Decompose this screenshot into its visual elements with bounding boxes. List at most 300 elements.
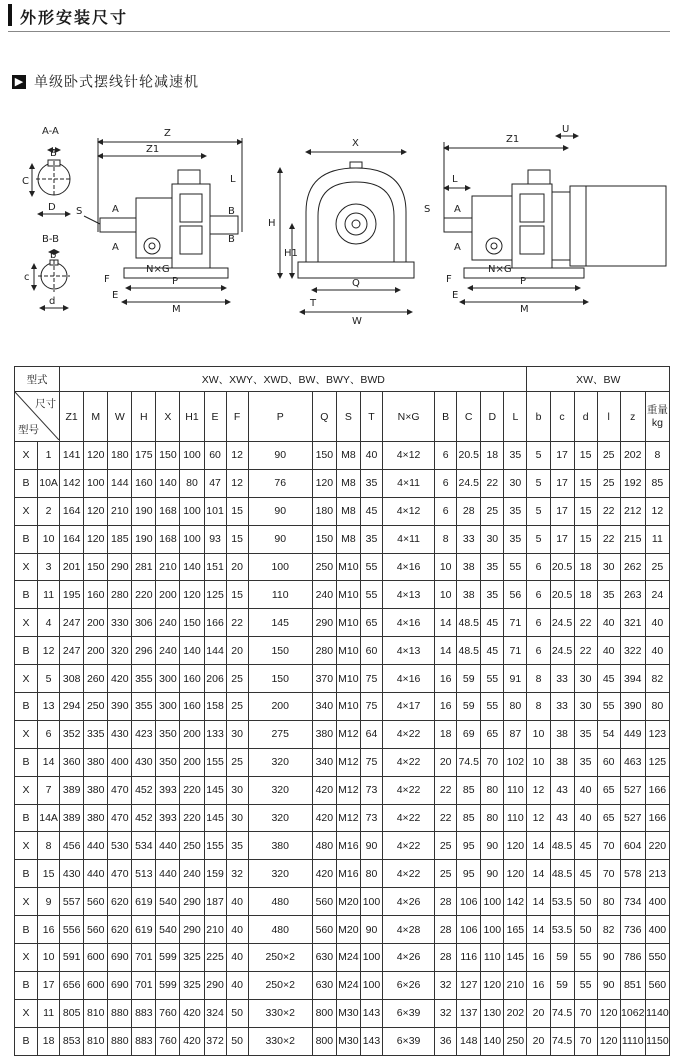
value-cell: 159 bbox=[204, 860, 226, 888]
value-cell: M12 bbox=[336, 720, 360, 748]
value-cell: 148 bbox=[457, 1027, 481, 1055]
dimension-table bbox=[14, 366, 670, 1056]
value-cell: 50 bbox=[574, 916, 597, 944]
value-cell: 290 bbox=[180, 916, 204, 944]
value-cell: 390 bbox=[108, 693, 132, 721]
value-cell: 4×22 bbox=[382, 720, 434, 748]
value-cell: 15 bbox=[226, 581, 248, 609]
header-rule bbox=[8, 31, 670, 32]
value-cell: 24.5 bbox=[550, 637, 574, 665]
value-cell: 143 bbox=[360, 999, 382, 1027]
type-cell: X bbox=[15, 720, 38, 748]
value-cell: 50 bbox=[226, 999, 248, 1027]
value-cell: 38 bbox=[550, 720, 574, 748]
value-cell: 880 bbox=[108, 1027, 132, 1055]
value-cell: 60 bbox=[204, 442, 226, 470]
value-cell: 59 bbox=[457, 693, 481, 721]
value-cell: 527 bbox=[620, 776, 645, 804]
value-cell: 47 bbox=[204, 469, 226, 497]
value-cell: 150 bbox=[84, 553, 108, 581]
value-cell: 6 bbox=[527, 581, 550, 609]
type-cell: B bbox=[15, 916, 38, 944]
value-cell: 60 bbox=[360, 637, 382, 665]
value-cell: 734 bbox=[620, 888, 645, 916]
value-cell: 69 bbox=[457, 720, 481, 748]
value-cell: 40 bbox=[226, 971, 248, 999]
value-cell: 440 bbox=[84, 832, 108, 860]
value-cell: 16 bbox=[435, 693, 457, 721]
value-cell: 210 bbox=[156, 553, 180, 581]
value-cell: 6 bbox=[435, 469, 457, 497]
value-cell: 4×13 bbox=[382, 581, 434, 609]
value-cell: 30 bbox=[481, 525, 504, 553]
value-cell: 560 bbox=[645, 971, 669, 999]
value-cell: 91 bbox=[504, 665, 527, 693]
value-cell: 4×16 bbox=[382, 665, 434, 693]
value-cell: 35 bbox=[504, 525, 527, 553]
value-cell: 240 bbox=[156, 637, 180, 665]
value-cell: 220 bbox=[132, 581, 156, 609]
table-body bbox=[15, 442, 670, 1056]
type-cell: B bbox=[15, 637, 38, 665]
value-cell: 190 bbox=[132, 497, 156, 525]
value-cell: 33 bbox=[550, 693, 574, 721]
value-cell: M30 bbox=[336, 1027, 360, 1055]
value-cell: 120 bbox=[597, 1027, 620, 1055]
value-cell: 160 bbox=[180, 693, 204, 721]
value-cell: 560 bbox=[84, 916, 108, 944]
type-cell: B bbox=[15, 860, 38, 888]
value-cell: 133 bbox=[204, 720, 226, 748]
value-cell: 95 bbox=[457, 832, 481, 860]
weight-unit: kg bbox=[651, 416, 663, 429]
value-cell: 150 bbox=[156, 442, 180, 470]
model-cell: 6 bbox=[38, 720, 60, 748]
value-cell: 22 bbox=[597, 497, 620, 525]
value-cell: 10 bbox=[435, 581, 457, 609]
value-cell: 125 bbox=[204, 581, 226, 609]
value-cell: 350 bbox=[156, 748, 180, 776]
value-cell: 15 bbox=[574, 525, 597, 553]
value-cell: 150 bbox=[180, 609, 204, 637]
value-cell: 250 bbox=[84, 693, 108, 721]
value-cell: 82 bbox=[645, 665, 669, 693]
value-cell: 8 bbox=[645, 442, 669, 470]
value-cell: 106 bbox=[457, 916, 481, 944]
label-a-top: A bbox=[112, 204, 119, 215]
model-cell: 10 bbox=[38, 525, 60, 553]
value-cell: 40 bbox=[226, 944, 248, 972]
value-cell: 200 bbox=[180, 748, 204, 776]
label-z: Z bbox=[164, 128, 171, 139]
value-cell: 360 bbox=[60, 748, 84, 776]
value-cell: 200 bbox=[84, 609, 108, 637]
value-cell: 45 bbox=[360, 497, 382, 525]
value-cell: 28 bbox=[435, 916, 457, 944]
value-cell: 80 bbox=[180, 469, 204, 497]
model-cell: 12 bbox=[38, 637, 60, 665]
value-cell: 70 bbox=[574, 999, 597, 1027]
value-cell: 260 bbox=[84, 665, 108, 693]
value-cell: 324 bbox=[204, 999, 226, 1027]
value-cell: 155 bbox=[204, 832, 226, 860]
value-cell: 389 bbox=[60, 804, 84, 832]
value-cell: 372 bbox=[204, 1027, 226, 1055]
value-cell: 45 bbox=[574, 860, 597, 888]
value-cell: 578 bbox=[620, 860, 645, 888]
value-cell: 4×22 bbox=[382, 832, 434, 860]
value-cell: 883 bbox=[132, 999, 156, 1027]
value-cell: 25 bbox=[481, 497, 504, 525]
model-cell: 11 bbox=[38, 999, 60, 1027]
value-cell: 70 bbox=[597, 860, 620, 888]
label-l-motor: L bbox=[452, 174, 458, 185]
value-cell: 380 bbox=[248, 832, 312, 860]
value-cell: 456 bbox=[60, 832, 84, 860]
value-cell: 20 bbox=[226, 637, 248, 665]
value-cell: 420 bbox=[180, 1027, 204, 1055]
value-cell: 30 bbox=[504, 469, 527, 497]
value-cell: 141 bbox=[60, 442, 84, 470]
value-cell: 1140 bbox=[645, 999, 669, 1027]
value-cell: 20.5 bbox=[550, 553, 574, 581]
value-cell: 50 bbox=[574, 888, 597, 916]
value-cell: 102 bbox=[504, 748, 527, 776]
value-cell: 25 bbox=[597, 469, 620, 497]
value-cell: 74.5 bbox=[457, 748, 481, 776]
value-cell: 340 bbox=[312, 748, 336, 776]
value-cell: 101 bbox=[204, 497, 226, 525]
value-cell: 202 bbox=[504, 999, 527, 1027]
label-b-lower: b bbox=[50, 250, 57, 261]
value-cell: 70 bbox=[574, 1027, 597, 1055]
value-cell: 55 bbox=[360, 553, 382, 581]
value-cell: 25 bbox=[435, 832, 457, 860]
label-x: X bbox=[352, 138, 359, 149]
value-cell: 90 bbox=[597, 944, 620, 972]
value-cell: 380 bbox=[84, 776, 108, 804]
table-row bbox=[15, 916, 670, 944]
value-cell: 394 bbox=[620, 665, 645, 693]
value-cell: 6 bbox=[527, 609, 550, 637]
value-cell: 320 bbox=[248, 804, 312, 832]
value-cell: 60 bbox=[597, 748, 620, 776]
value-cell: 110 bbox=[248, 581, 312, 609]
value-cell: 64 bbox=[360, 720, 382, 748]
value-cell: 48.5 bbox=[550, 832, 574, 860]
value-cell: 250×2 bbox=[248, 944, 312, 972]
value-cell: 306 bbox=[132, 609, 156, 637]
label-s-motor: S bbox=[424, 204, 431, 215]
value-cell: 40 bbox=[360, 442, 382, 470]
value-cell: 38 bbox=[457, 581, 481, 609]
value-cell: 40 bbox=[597, 637, 620, 665]
value-cell: 82 bbox=[597, 916, 620, 944]
col-header: l bbox=[597, 392, 620, 442]
value-cell: 322 bbox=[620, 637, 645, 665]
label-nxg-motor: N×G bbox=[488, 264, 512, 275]
value-cell: 150 bbox=[248, 665, 312, 693]
label-z1-motor: Z1 bbox=[506, 134, 520, 145]
value-cell: 463 bbox=[620, 748, 645, 776]
value-cell: 15 bbox=[226, 497, 248, 525]
value-cell: 300 bbox=[156, 693, 180, 721]
value-cell: 4×22 bbox=[382, 804, 434, 832]
type-cell: X bbox=[15, 888, 38, 916]
model-cell: 15 bbox=[38, 860, 60, 888]
value-cell: 74.5 bbox=[550, 999, 574, 1027]
value-cell: 17 bbox=[550, 497, 574, 525]
page-title: 外形安装尺寸 bbox=[20, 8, 129, 27]
value-cell: 321 bbox=[620, 609, 645, 637]
table-group-header bbox=[15, 367, 670, 392]
value-cell: 150 bbox=[312, 442, 336, 470]
table-row bbox=[15, 999, 670, 1027]
value-cell: 33 bbox=[457, 525, 481, 553]
value-cell: 140 bbox=[156, 469, 180, 497]
col-header: P bbox=[248, 392, 312, 442]
weight-header bbox=[645, 392, 669, 442]
value-cell: M8 bbox=[336, 497, 360, 525]
value-cell: 151 bbox=[204, 553, 226, 581]
value-cell: 106 bbox=[457, 888, 481, 916]
value-cell: 470 bbox=[108, 776, 132, 804]
value-cell: 32 bbox=[435, 971, 457, 999]
side-view-drawing bbox=[76, 128, 242, 315]
table-row bbox=[15, 609, 670, 637]
value-cell: 25 bbox=[597, 442, 620, 470]
group-header-general: XW、XWY、XWD、BW、BWY、BWD bbox=[60, 367, 527, 392]
value-cell: 430 bbox=[108, 720, 132, 748]
value-cell: 56 bbox=[504, 581, 527, 609]
model-cell: 1 bbox=[38, 442, 60, 470]
label-a-bottom-motor: A bbox=[454, 242, 461, 253]
value-cell: 736 bbox=[620, 916, 645, 944]
value-cell: 25 bbox=[226, 748, 248, 776]
value-cell: 420 bbox=[312, 804, 336, 832]
value-cell: 6×39 bbox=[382, 999, 434, 1027]
value-cell: 851 bbox=[620, 971, 645, 999]
value-cell: 200 bbox=[248, 693, 312, 721]
value-cell: 59 bbox=[457, 665, 481, 693]
value-cell: 24 bbox=[645, 581, 669, 609]
label-nxg: N×G bbox=[146, 264, 170, 275]
label-aa: A-A bbox=[42, 126, 59, 137]
value-cell: 32 bbox=[226, 860, 248, 888]
value-cell: 130 bbox=[481, 999, 504, 1027]
value-cell: 32 bbox=[435, 999, 457, 1027]
type-cell: X bbox=[15, 776, 38, 804]
value-cell: 534 bbox=[132, 832, 156, 860]
value-cell: 43 bbox=[550, 776, 574, 804]
value-cell: 6 bbox=[527, 553, 550, 581]
value-cell: 144 bbox=[108, 469, 132, 497]
value-cell: M10 bbox=[336, 637, 360, 665]
label-q: Q bbox=[352, 278, 360, 289]
value-cell: 6 bbox=[435, 497, 457, 525]
value-cell: 168 bbox=[156, 525, 180, 553]
value-cell: 36 bbox=[435, 1027, 457, 1055]
value-cell: 190 bbox=[132, 525, 156, 553]
value-cell: M16 bbox=[336, 832, 360, 860]
value-cell: 90 bbox=[360, 832, 382, 860]
value-cell: 440 bbox=[156, 860, 180, 888]
value-cell: 40 bbox=[574, 776, 597, 804]
label-m-motor: M bbox=[520, 304, 529, 315]
section-marker-icon: ▶ bbox=[12, 75, 26, 89]
value-cell: 1150 bbox=[645, 1027, 669, 1055]
value-cell: 22 bbox=[574, 637, 597, 665]
label-bb: B-B bbox=[42, 234, 59, 245]
value-cell: 75 bbox=[360, 693, 382, 721]
value-cell: 30 bbox=[226, 720, 248, 748]
value-cell: 200 bbox=[84, 637, 108, 665]
type-cell: B bbox=[15, 469, 38, 497]
value-cell: 760 bbox=[156, 999, 180, 1027]
value-cell: 805 bbox=[60, 999, 84, 1027]
value-cell: M24 bbox=[336, 971, 360, 999]
value-cell: 18 bbox=[481, 442, 504, 470]
value-cell: 320 bbox=[108, 637, 132, 665]
value-cell: 5 bbox=[527, 442, 550, 470]
value-cell: 192 bbox=[620, 469, 645, 497]
value-cell: 247 bbox=[60, 637, 84, 665]
label-l: L bbox=[230, 174, 236, 185]
value-cell: 308 bbox=[60, 665, 84, 693]
value-cell: 73 bbox=[360, 776, 382, 804]
value-cell: 100 bbox=[248, 553, 312, 581]
model-cell: 9 bbox=[38, 888, 60, 916]
section-views bbox=[22, 126, 72, 308]
value-cell: 290 bbox=[312, 609, 336, 637]
value-cell: 480 bbox=[312, 832, 336, 860]
value-cell: 35 bbox=[481, 581, 504, 609]
value-cell: 80 bbox=[597, 888, 620, 916]
value-cell: 175 bbox=[132, 442, 156, 470]
value-cell: 195 bbox=[60, 581, 84, 609]
value-cell: 22 bbox=[481, 469, 504, 497]
model-cell: 13 bbox=[38, 693, 60, 721]
value-cell: 4×22 bbox=[382, 860, 434, 888]
value-cell: 20.5 bbox=[550, 581, 574, 609]
value-cell: 281 bbox=[132, 553, 156, 581]
value-cell: 340 bbox=[312, 693, 336, 721]
value-cell: 40 bbox=[226, 916, 248, 944]
value-cell: 263 bbox=[620, 581, 645, 609]
value-cell: 30 bbox=[226, 776, 248, 804]
corner-header bbox=[15, 392, 60, 442]
value-cell: 90 bbox=[597, 971, 620, 999]
value-cell: 1110 bbox=[620, 1027, 645, 1055]
type-label: 型式 bbox=[15, 367, 60, 392]
value-cell: M24 bbox=[336, 944, 360, 972]
value-cell: 24.5 bbox=[550, 609, 574, 637]
type-cell: B bbox=[15, 971, 38, 999]
type-cell: X bbox=[15, 609, 38, 637]
label-b-upper: B bbox=[50, 148, 57, 159]
label-c-lower: c bbox=[24, 272, 30, 283]
value-cell: 355 bbox=[132, 665, 156, 693]
value-cell: 185 bbox=[108, 525, 132, 553]
value-cell: 187 bbox=[204, 888, 226, 916]
value-cell: 380 bbox=[84, 804, 108, 832]
value-cell: 120 bbox=[597, 999, 620, 1027]
value-cell: 4×26 bbox=[382, 944, 434, 972]
table-column-header bbox=[15, 392, 670, 442]
value-cell: 250×2 bbox=[248, 971, 312, 999]
col-header: S bbox=[336, 392, 360, 442]
table-row bbox=[15, 581, 670, 609]
model-cell: 16 bbox=[38, 916, 60, 944]
value-cell: 45 bbox=[574, 832, 597, 860]
value-cell: 380 bbox=[84, 748, 108, 776]
value-cell: 10 bbox=[527, 748, 550, 776]
value-cell: 8 bbox=[527, 665, 550, 693]
value-cell: 80 bbox=[645, 693, 669, 721]
value-cell: 65 bbox=[481, 720, 504, 748]
value-cell: 452 bbox=[132, 776, 156, 804]
value-cell: 389 bbox=[60, 776, 84, 804]
value-cell: 220 bbox=[645, 832, 669, 860]
value-cell: 4×22 bbox=[382, 748, 434, 776]
label-u: U bbox=[562, 124, 570, 135]
value-cell: 370 bbox=[312, 665, 336, 693]
col-header: H bbox=[132, 392, 156, 442]
section-heading bbox=[12, 71, 199, 91]
value-cell: 20 bbox=[527, 999, 550, 1027]
value-cell: 22 bbox=[574, 609, 597, 637]
value-cell: 40 bbox=[226, 888, 248, 916]
value-cell: 93 bbox=[204, 525, 226, 553]
value-cell: 540 bbox=[156, 916, 180, 944]
value-cell: 85 bbox=[457, 804, 481, 832]
table-row bbox=[15, 944, 670, 972]
value-cell: 55 bbox=[360, 581, 382, 609]
label-t: T bbox=[310, 298, 317, 309]
value-cell: 100 bbox=[180, 497, 204, 525]
value-cell: 701 bbox=[132, 944, 156, 972]
value-cell: 168 bbox=[156, 497, 180, 525]
value-cell: 420 bbox=[312, 860, 336, 888]
value-cell: 45 bbox=[481, 609, 504, 637]
value-cell: 90 bbox=[360, 916, 382, 944]
value-cell: 1062 bbox=[620, 999, 645, 1027]
value-cell: 786 bbox=[620, 944, 645, 972]
value-cell: 16 bbox=[527, 971, 550, 999]
col-header: C bbox=[457, 392, 481, 442]
table-row bbox=[15, 442, 670, 470]
value-cell: 215 bbox=[620, 525, 645, 553]
value-cell: 164 bbox=[60, 497, 84, 525]
value-cell: 560 bbox=[312, 888, 336, 916]
col-header: B bbox=[435, 392, 457, 442]
value-cell: 120 bbox=[84, 525, 108, 553]
value-cell: M8 bbox=[336, 442, 360, 470]
value-cell: 20 bbox=[527, 1027, 550, 1055]
value-cell: 142 bbox=[504, 888, 527, 916]
value-cell: 206 bbox=[204, 665, 226, 693]
value-cell: 213 bbox=[645, 860, 669, 888]
value-cell: 166 bbox=[645, 776, 669, 804]
value-cell: 14 bbox=[527, 916, 550, 944]
value-cell: 53.5 bbox=[550, 888, 574, 916]
col-header: Q bbox=[312, 392, 336, 442]
value-cell: 110 bbox=[481, 944, 504, 972]
value-cell: 65 bbox=[597, 804, 620, 832]
value-cell: 85 bbox=[645, 469, 669, 497]
value-cell: 202 bbox=[620, 442, 645, 470]
model-cell: 17 bbox=[38, 971, 60, 999]
